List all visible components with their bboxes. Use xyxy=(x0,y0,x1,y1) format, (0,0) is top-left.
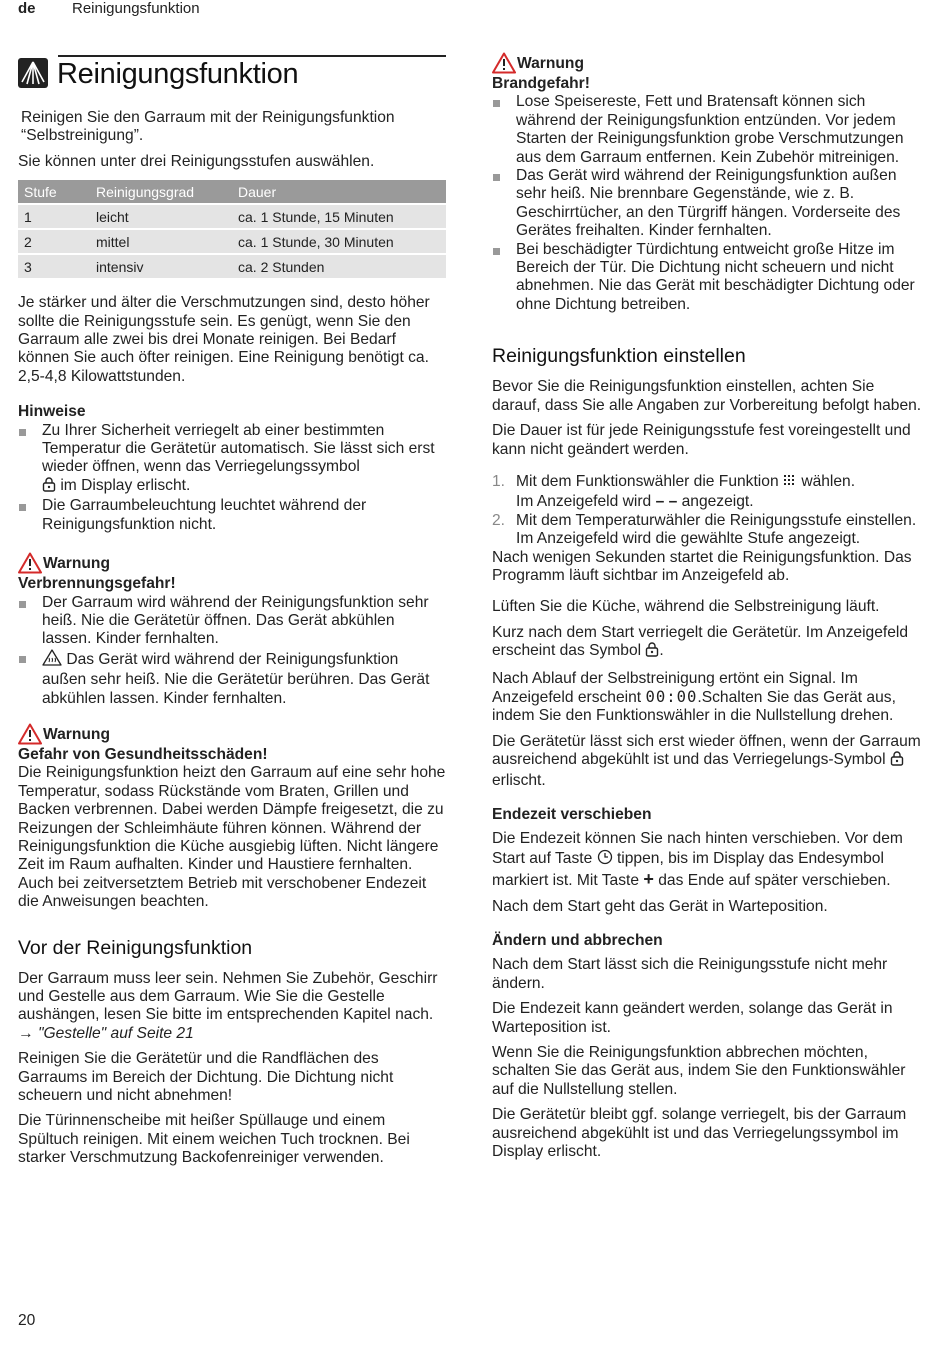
table-cell: intensiv xyxy=(90,255,232,278)
cleaning-function-icon xyxy=(18,58,48,88)
warning-burn xyxy=(18,555,446,708)
ablauf-text-b: .Schalten Sie das Gerät aus, indem Sie den Funktionswähler in die Nullstellung drehen. xyxy=(492,688,896,725)
endezeit-paragraph-1 xyxy=(492,830,924,890)
table-cell: leicht xyxy=(90,205,232,228)
page-title: Reinigungsfunktion xyxy=(57,58,299,90)
vor-paragraph-2: Reinigen Sie die Gerätetür und die Randflächen des Garraums im Bereich der Dichtung. Die Dichtung nicht scheuern und nicht abnehmen! xyxy=(18,1050,394,1105)
step-text: Im Anzeigefeld wird die gewählte Stufe angezeigt. xyxy=(516,530,861,548)
table-cell: mittel xyxy=(90,230,232,253)
plus-icon: + xyxy=(643,869,654,890)
tuer-text xyxy=(492,733,924,790)
tuer-text-b: erlischt. xyxy=(492,771,546,789)
left-column xyxy=(18,55,446,1175)
page-number: 20 xyxy=(18,1312,36,1329)
display-dashes: – – xyxy=(655,493,678,511)
pyrolysis-function-icon xyxy=(783,474,797,493)
list-item: Bei beschädigter Türdichtung entweicht große Hitze im Bereich der Tür. Die Dichtung nicht scheuern und nicht abnehmen. Nie das Gerät mit beschädigter Dichtung oder ohne Dichtung betreiben. xyxy=(492,241,924,315)
col-header-stufe: Stufe xyxy=(18,180,90,203)
frequency-paragraph: Je stärker und älter die Verschmutzungen sind, desto höher sollte die Reinigungsstufe sein. Es genügt, wenn Sie den Garraum alle zwei bis drei Monate reinigen. Bei Bedarf können Sie auch öfter reinigen. Eine Reinigung benötigt ca. 2,5-4,8 Kilowattstunden. xyxy=(18,294,430,385)
table-row xyxy=(18,205,446,228)
notes-list xyxy=(18,422,446,534)
vor-paragraph-1 xyxy=(18,970,446,1044)
list-item xyxy=(18,649,446,708)
step-number: 1. xyxy=(492,472,506,490)
warning-subtitle: Brandgefahr! xyxy=(492,75,590,92)
warning-label: Warnung xyxy=(43,555,110,573)
table-cell: 3 xyxy=(18,255,90,278)
warning-list xyxy=(492,93,924,314)
warning-triangle-icon xyxy=(492,52,516,74)
header-language: de xyxy=(18,0,36,17)
list-item: Lose Speisereste, Fett und Bratensaft können sich während der Reinigungsfunktion entzünden. Vor jedem Starten der Reinigungsfunktion grobe Verschmutzungen aus dem Garraum entfernen. Kein Zubehör mitreinigen. xyxy=(492,93,924,167)
warning-text: Das Gerät wird während der Reinigungsfunktion außen sehr heiß. Nie die Gerätetür berühren. Das Gerät abkühlen lassen. Kinder fernhalten. xyxy=(42,650,430,707)
arrow-icon: → xyxy=(18,1024,34,1042)
table-header-row xyxy=(18,180,446,203)
einstellen-paragraph-1: Bevor Sie die Reinigungsfunktion einstellen, achten Sie darauf, dass Sie alle Angaben zur Vorbereitung befolgt haben. xyxy=(492,378,922,414)
endezeit-text-b: tippen, bis im Display das Endesymbol markiert ist. Mit Taste xyxy=(492,849,884,890)
section-heading-vor: Vor der Reinigungsfunktion xyxy=(18,936,253,959)
warning-label: Warnung xyxy=(517,55,584,72)
list-item xyxy=(492,473,924,512)
endezeit-text-c: das Ende auf später verschieben. xyxy=(658,872,891,890)
aendern-paragraph-2: Die Endezeit kann geändert werden, solange das Gerät in Warteposition ist. xyxy=(492,1000,893,1036)
vor-text: Der Garraum muss leer sein. Nehmen Sie Zubehör, Geschirr und Gestelle aus dem Garraum. Wie Sie die Gestelle aushängen, lesen Sie bitte im entsprechenden Kapitel nach. xyxy=(18,969,438,1024)
cross-reference-link[interactable]: "Gestelle" auf Seite 21 xyxy=(37,1024,194,1042)
list-item xyxy=(492,512,924,549)
ablauf-text-a: Nach Ablauf der Selbstreinigung ertönt ein Signal. Im Anzeigefeld erscheint xyxy=(492,669,858,706)
subsection-heading-endezeit: Endezeit verschieben xyxy=(492,806,652,823)
warning-title xyxy=(492,55,924,75)
lock-icon xyxy=(645,642,659,662)
header-section: Reinigungsfunktion xyxy=(72,0,200,17)
list-item: Die Garraumbeleuchtung leuchtet während der Reinigungsfunktion nicht. xyxy=(18,497,446,534)
section-heading-einstellen: Reinigungsfunktion einstellen xyxy=(492,345,746,368)
note-text: im Display erlischt. xyxy=(60,476,191,494)
table-cell: 2 xyxy=(18,230,90,253)
vor-paragraph-3: Die Türinnenscheibe mit heißer Spüllauge und einem Spültuch reinigen. Mit einem weichen Tuch trocknen. Bei starker Verschmutzung Backofenreiniger verwenden. xyxy=(18,1112,410,1167)
einstellen-paragraph-2: Die Dauer ist für jede Reinigungsstufe fest voreingestellt und kann nicht geändert werden. xyxy=(492,422,911,458)
cleaning-levels-table xyxy=(18,178,446,280)
aendern-paragraph-1: Nach dem Start lässt sich die Reinigungsstufe nicht mehr ändern. xyxy=(492,956,888,992)
kurz-text xyxy=(492,624,924,663)
ablauf-text xyxy=(492,670,924,726)
table-cell: 1 xyxy=(18,205,90,228)
running-header xyxy=(18,0,200,18)
warning-subtitle: Verbrennungsgefahr! xyxy=(18,575,176,593)
table-cell: ca. 2 Stunden xyxy=(232,255,446,278)
lueften-text: Lüften Sie die Küche, während die Selbstreinigung läuft. xyxy=(492,598,880,616)
step-text: Mit dem Temperaturwähler die Reinigungsstufe einstellen. xyxy=(516,511,917,529)
note-text: Zu Ihrer Sicherheit verriegelt ab einer bestimmten Temperatur die Gerätetür automatisch. Sie lässt sich erst wieder öffnen, wenn das Verriegelungssymbol xyxy=(42,421,435,476)
chapter-heading xyxy=(58,55,446,91)
col-header-dauer: Dauer xyxy=(232,180,446,203)
warning-health xyxy=(18,726,446,912)
table-cell: ca. 1 Stunde, 30 Minuten xyxy=(232,230,446,253)
steps-list xyxy=(492,473,924,549)
lock-icon xyxy=(42,477,56,497)
warning-title xyxy=(18,555,446,575)
step-text: Im Anzeigefeld wird xyxy=(516,493,652,511)
warning-title xyxy=(18,726,446,746)
step-text: angezeigt. xyxy=(681,493,754,511)
list-item xyxy=(18,422,446,498)
endezeit-text-a: Die Endezeit können Sie nach hinten verschieben. Vor dem Start auf Taste xyxy=(492,830,903,867)
warning-list xyxy=(18,594,446,708)
intro-text-1: Reinigen Sie den Garraum mit der Reinigungsfunktion “Selbstreinigung”. xyxy=(21,109,395,145)
kurz-text-b: . xyxy=(659,642,664,660)
hot-surface-icon xyxy=(42,649,62,671)
step-number: 2. xyxy=(492,511,506,529)
warning-text: Die Reinigungsfunktion heizt den Garraum auf eine sehr hohe Temperatur, sodass Rückstände vom Braten, Grillen und Backen verbrennen. Dabei werden Dämpfe freigesetzt, die zu Reizungen der Schleimhäute führen können. Während der Reinigungsfunktion die Küche ausgiebig lüften. Nicht längere Zeit im Raum aufhalten. Kinder und Haustiere fernhalten. Auch bei zeitversetztem Betrieb mit verschobener Endezeit die Anweisungen beachten. xyxy=(18,764,446,911)
tuer-text-a: Die Gerätetür lässt sich erst wieder öffnen, wenn der Garraum ausreichend abgekühlt ist und das Verriegelungs-Symbol xyxy=(492,732,921,769)
warning-fire xyxy=(492,55,924,314)
table-row xyxy=(18,230,446,253)
display-time: 00:00 xyxy=(645,687,698,706)
table-cell: ca. 1 Stunde, 15 Minuten xyxy=(232,205,446,228)
kurz-text-a: Kurz nach dem Start verriegelt die Gerätetür. Im Anzeigefeld erscheint das Symbol xyxy=(492,623,909,660)
endezeit-paragraph-2: Nach dem Start geht das Gerät in Warteposition. xyxy=(492,897,828,915)
clock-icon xyxy=(597,849,613,870)
subsection-heading-aendern: Ändern und abbrechen xyxy=(492,932,663,950)
warning-label: Warnung xyxy=(43,725,110,743)
right-column xyxy=(492,55,924,1169)
list-item: Der Garraum wird während der Reinigungsfunktion sehr heiß. Nie die Gerätetür öffnen. Das Gerät abkühlen lassen. Kinder fernhalten. xyxy=(18,594,446,649)
intro-text-2: Sie können unter drei Reinigungsstufen auswählen. xyxy=(18,152,375,170)
lock-icon xyxy=(890,751,904,771)
notes-heading: Hinweise xyxy=(18,403,86,421)
step-text: wählen. xyxy=(801,472,856,490)
list-item: Das Gerät wird während der Reinigungsfunktion außen sehr heiß. Nie brennbare Gegenstände, wie z. B. Geschirrtücher, an den Türgriff hängen. Vorderseite des Gerätes freihalten. Kinder fernhalten. xyxy=(492,167,924,241)
table-row xyxy=(18,255,446,278)
warning-triangle-icon xyxy=(18,723,42,745)
after-steps-text: Nach wenigen Sekunden startet die Reinigungsfunktion. Das Programm läuft sichtbar im Anzeigefeld ab. xyxy=(492,548,912,584)
col-header-grad: Reinigungsgrad xyxy=(90,180,232,203)
warning-triangle-icon xyxy=(18,552,42,574)
warning-subtitle: Gefahr von Gesundheitsschäden! xyxy=(18,745,268,763)
aendern-paragraph-3: Wenn Sie die Reinigungsfunktion abbrechen möchten, schalten Sie das Gerät aus, indem Sie den Funktionswähler auf die Nullstellung stellen. xyxy=(492,1044,906,1098)
aendern-paragraph-4: Die Gerätetür bleibt ggf. solange verriegelt, bis der Garraum ausreichend abgekühlt ist und das Verriegelungssymbol im Display erlischt. xyxy=(492,1106,907,1161)
step-text: Mit dem Funktionswähler die Funktion xyxy=(516,472,779,490)
